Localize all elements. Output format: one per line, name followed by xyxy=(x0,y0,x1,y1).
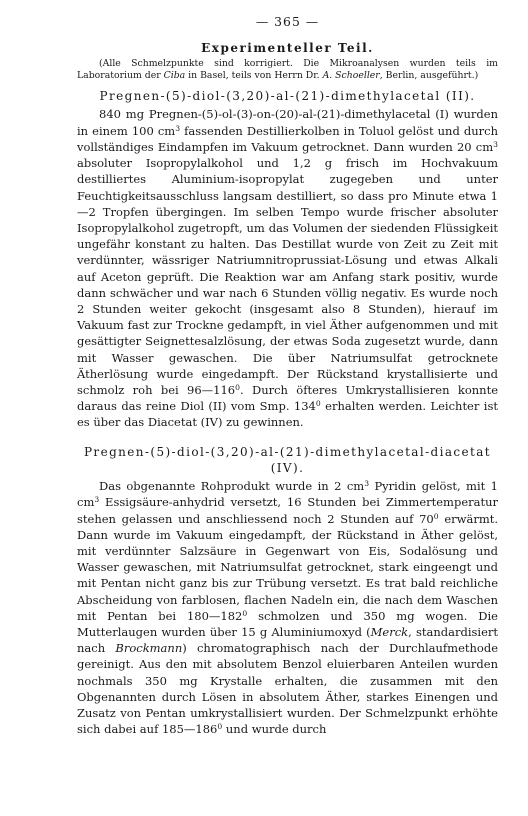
page-number: — 365 — xyxy=(255,14,320,29)
paragraph-text: , standardisiert nach xyxy=(77,624,499,656)
note-company: Ciba xyxy=(163,69,186,81)
compound-heading-iv xyxy=(77,444,498,477)
paragraph-text: Das obgenannte Rohprodukt wurde in 2 cm xyxy=(99,479,365,494)
note-text: , Berlin, ausgeführt.) xyxy=(379,69,479,81)
author-name: Brockmann xyxy=(115,641,183,656)
superscript: 3 xyxy=(175,123,181,133)
compound-heading-ii: Pregnen-(5)-diol-(3,20)-al-(21)-dimethylacetal (II). xyxy=(99,89,476,104)
document-page xyxy=(77,14,498,737)
heading-line: (IV). xyxy=(270,460,305,475)
paragraph-text: Essigsäure-anhydrid versetzt, 16 Stunden bei Zimmertemperatur stehen gelassen und anschliessend noch 2 Stunden auf 70 xyxy=(77,495,498,526)
superscript: 0 xyxy=(242,608,248,618)
superscript: 3 xyxy=(364,479,370,489)
paragraph-text: Pyridin gelöst, mit 1 cm xyxy=(77,479,498,510)
paragraph-text: 840 mg Pregnen-(5)-ol-(3)-on-(20)-al-(21)-dimethylacetal (I) wurden in einem 100 cm xyxy=(77,107,498,138)
supplier-name: Merck xyxy=(370,624,409,639)
note-text: in Basel, teils von Herrn Dr. xyxy=(185,69,323,81)
superscript: 0 xyxy=(235,382,240,392)
paragraph-text: absoluter Isopropylalkohol und 1,2 g frisch im Hochvakuum destilliertes Aluminium-isopropylat zugegeben und unter Feuchtigkeitsausschluss langsam destilliert, so dass pro Minute etwa 1—2 Tropfen übergingen. Im selben Tempo wurde frischer absoluter Isopropylalkohol zugetropft, um das Volumen der siedenden Flüssigkeit ungefähr konstant zu halten. Das Destillat wurde von Zeit zu Zeit mit verdünnter, wässriger Natriumnitroprussiat-Lösung und etwas Alkali auf Aceton geprüft. Die Reaktion war am Anfang stark positiv, wurde dann schwächer und war nach 6 Stunden völlig negativ. Es wurde noch 2 Stunden weiter gekocht (insgesamt also 8 Stunden), hierauf im Vakuum fast zur Trockne gedampft, in viel Äther aufgenommen und mit gesättigter Seignettesalzlösung, der etwas Soda zugesetzt wurde, dann mit Wasser gewaschen. Die über Natriumsulfat getrocknete Ätherlösung wurde eingedampft. Der Rückstand krystallisierte und schmolz roh bei 96—116 xyxy=(77,156,498,397)
paragraph-text: und wurde durch xyxy=(222,722,327,737)
paragraph-diacetate-preparation xyxy=(77,478,498,737)
analysis-note xyxy=(77,58,498,81)
superscript: 0 xyxy=(315,399,321,409)
superscript: 0 xyxy=(217,722,223,732)
paragraph-text: fassenden Destillierkolben in Toluol gelöst und durch vollständiges Eindampfen im Vakuum getrocknet. Dann wurden 20 cm xyxy=(77,123,498,154)
note-text: (Alle Schmelzpunkte sind korrigiert. Die Mikroanalysen wurden teils im Laboratorium der xyxy=(77,58,498,81)
superscript: 0 xyxy=(433,511,439,521)
paragraph-diol-preparation xyxy=(77,106,498,430)
paragraph-text: . Durch öfteres Umkrystallisieren konnte daraus das reine Diol (II) vom Smp. 134 xyxy=(77,382,498,414)
superscript: 3 xyxy=(493,139,498,149)
paragraph-text: schmolzen und 350 mg wogen. Die Mutterlaugen wurden über 15 g Aluminiumoxyd ( xyxy=(77,608,498,639)
superscript: 3 xyxy=(94,495,100,505)
heading-line: Pregnen-(5)-diol-(3,20)-al-(21)-dimethylacetal-diacetat xyxy=(83,444,492,459)
section-title: Experimenteller Teil. xyxy=(201,41,374,55)
paragraph-text: erwärmt. Dann wurde im Vakuum eingedampft, der Rückstand in Äther gelöst, mit verdünnter Salzsäure in Gegenwart von Eis, Sodalösung und Wasser gewaschen, mit Natriumsulfat getrocknet, stark eingeengt und mit Pentan nicht ganz bis zur Trübung versetzt. Es trat bald reichliche Abscheidung von farblosen, flachen Nadeln ein, die nach dem Waschen mit Pentan bei 180—182 xyxy=(77,511,499,623)
paragraph-text: ) chromatographisch nach der Durchlaufmethode gereinigt. Aus den mit absolutem Benzol eluierbaren Anteilen wurden nochmals 350 mg Krystalle erhalten, die zusammen mit den Obgenannten durch Lösen in absolutem Äther, starkes Einengen und Zusatz von Pentan umkrystallisiert wurden. Der Schmelzpunkt erhöhte sich dabei auf 185—186 xyxy=(77,641,498,737)
paragraph-text: erhalten werden. Leichter ist es über das Diacetat (IV) zu gewinnen. xyxy=(77,399,499,430)
note-person: A. Schoeller xyxy=(322,69,380,81)
